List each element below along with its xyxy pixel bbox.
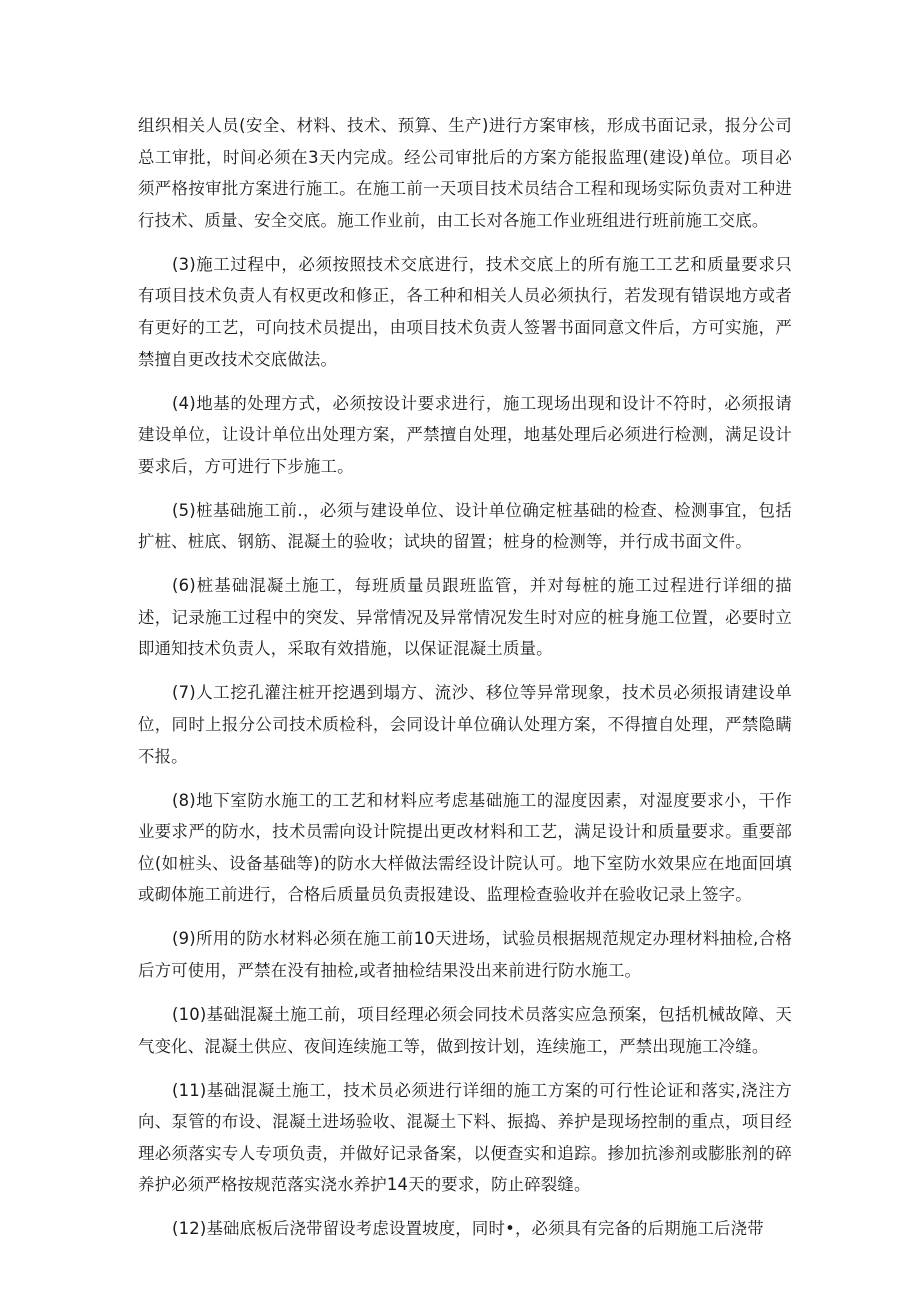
paragraph-item-9: (9)所用的防水材料必须在施工前10天进场，试验员根据规范规定办理材料抽检,合格后方可使用，严禁在没有抽检,或者抽检结果没出来前进行防水施工。 [138,929,792,980]
paragraph-intro: 组织相关人员(安全、材料、技术、预算、生产)进行方案审核，形成书面记录，报分公司总工审批，时间必须在3天内完成。经公司审批后的方案方能报监理(建设)单位。项目必须严格按审批方案进行施工。在施工前一天项目技术员结合工程和现场实际负责对工种进行技术、质量、安全交底。施工作业前，由工长对各施工作业班组进行班前施工交底。 [138,116,792,230]
paragraph-item-6: (6)桩基础混凝土施工，每班质量员跟班监管，并对每桩的施工过程进行详细的描述，记录施工过程中的突发、异常情况及异常情况发生时对应的桩身施工位置，必要时立即通知技术负责人，采取有效措施，以保证混凝土质量。 [138,576,792,659]
body-text [138,110,792,1257]
paragraph-item-7: (7)人工挖孔灌注桩开挖遇到塌方、流沙、移位等异常现象，技术员必须报请建设单位，同时上报分公司技术质检科，会同设计单位确认处理方案，不得擅自处理，严禁隐瞒不报。 [138,683,792,766]
paragraph-item-10: (10)基础混凝土施工前，项目经理必须会同技术员落实应急预案，包括机械故障、天气变化、混凝土供应、夜间连续施工等，做到按计划，连续施工，严禁出现施工冷缝。 [138,1004,792,1056]
paragraph-item-12: (12)基础底板后浇带留设考虑设置坡度，同时•，必须具有完备的后期施工后浇带 [172,1219,764,1239]
paragraph-item-4: (4)地基的处理方式，必须按设计要求进行，施工现场出现和设计不符时，必须报请建设单位，让设计单位出处理方案，严禁擅自处理，地基处理后必须进行检测，满足设计要求后，方可进行下步施工。 [138,393,792,476]
paragraph-item-3: (3)施工过程中，必须按照技术交底进行，技术交底上的所有施工工艺和质量要求只有项目技术负责人有权更改和修正，各工种和相关人员必须执行，若发现有错误地方或者有更好的工艺，可向技术员提出，由项目技术负责人签署书面同意文件后，方可实施，严禁擅自更改技术交底做法。 [138,254,792,369]
paragraph-item-5: (5)桩基础施工前.，必须与建设单位、设计单位确定桩基础的检查、检测事宜，包括扩桩、桩底、钢筋、混凝土的验收；试块的留置；桩身的检测等，并行成书面文件。 [138,500,792,552]
paragraph-item-11: (11)基础混凝土施工，技术员必须进行详细的施工方案的可行性论证和落实,浇注方向、泵管的布设、混凝土进场验收、混凝土下料、振捣、养护是现场控制的重点，项目经理必须落实专人专项负责，并做好记录备案，以便查实和追踪。掺加抗渗剂或膨胀剂的碎养护必须严格按规范落实浇水养护14天的要求，防止碎裂缝。 [138,1080,792,1195]
paragraph-item-8: (8)地下室防水施工的工艺和材料应考虑基础施工的湿度因素，对湿度要求小，干作业要求严的防水，技术员需向设计院提出更改材料和工艺，满足设计和质量要求。重要部位(如桩头、设备基础等)的防水大样做法需经设计院认可。地下室防水效果应在地面回填或砌体施工前进行，合格后质量员负责报建设、监理检查验收并在验收记录上签字。 [138,790,792,905]
